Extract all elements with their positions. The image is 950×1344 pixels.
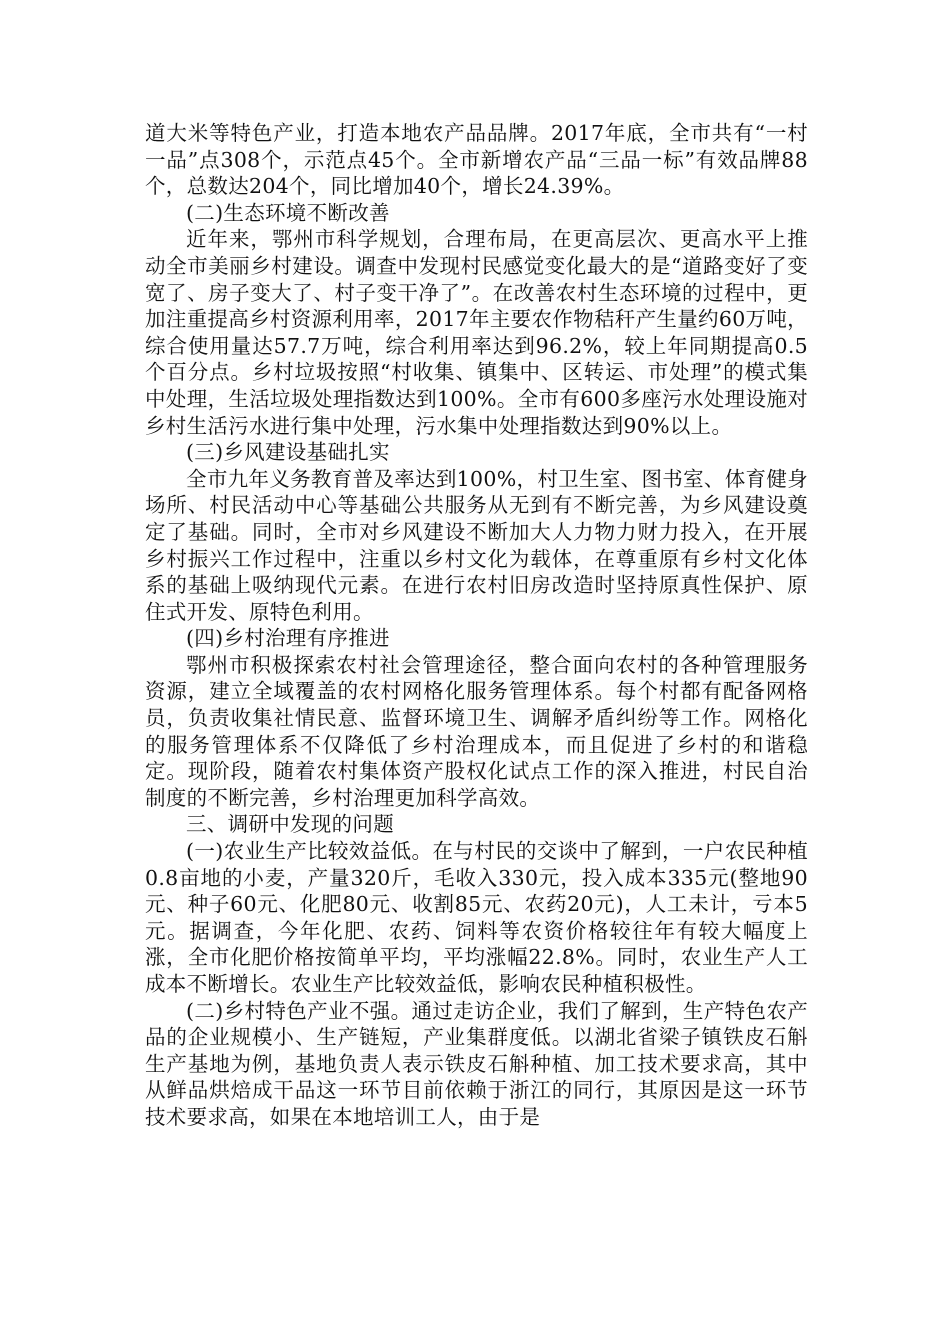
heading-governance: (四)乡村治理有序推进	[186, 626, 390, 651]
paragraph-specialty-industry: (二)乡村特色产业不强。通过走访企业，我们了解到，生产特色农产品的企业规模小、生产链短，产业集群度低。以湖北省梁子镇铁皮石斛生产基地为例，基地负责人表示铁皮石斛种植、加工技术要求高，其中从鲜品烘焙成干品这一环节目前依赖于浙江的同行，其原因是这一环节技术要求高，如果在本地培训工人，由于是	[145, 998, 808, 1129]
paragraph-agri-efficiency: (一)农业生产比较效益低。在与村民的交谈中了解到，一户农民种植0.8亩地的小麦，产量320斤，毛收入330元，投入成本335元(整地90元、种子60元、化肥80元、收割85元、农药20元)，人工未计，亏本5元。据调查，今年化肥、农药、饲料等农资价格较往年有较大幅度上涨，全市化肥价格按简单平均，平均涨幅22.8%。同时，农业生产人工成本不断增长。农业生产比较效益低，影响农民种植积极性。	[145, 839, 808, 996]
heading-ecology: (二)生态环境不断改善	[186, 200, 390, 225]
paragraph-brand-statistics: 道大米等特色产业，打造本地农产品品牌。2017年底，全市共有“一村一品”点308个，示范点45个。全市新增农产品“三品一标”有效品牌88个，总数达204个，同比增加40个，增长24.39%。	[145, 121, 808, 199]
document-page	[145, 120, 808, 1131]
heading-problems: 三、调研中发现的问题	[186, 812, 394, 837]
paragraph-governance: 鄂州市积极探索农村社会管理途径，整合面向农村的各种管理服务资源，建立全域覆盖的农村网格化服务管理体系。每个村都有配备网格员，负责收集社情民意、监督环境卫生、调解矛盾纠纷等工作。网格化的服务管理体系不仅降低了乡村治理成本，而且促进了乡村的和谐稳定。现阶段，随着农村集体资产股权化试点工作的深入推进，村民自治制度的不断完善，乡村治理更加科学高效。	[145, 652, 808, 810]
paragraph-rural-culture: 全市九年义务教育普及率达到100%，村卫生室、图书室、体育健身场所、村民活动中心等基础公共服务从无到有不断完善，为乡风建设奠定了基础。同时，全市对乡风建设不断加大人力物力财力投入，在开展乡村振兴工作过程中，注重以乡村文化为载体，在尊重原有乡村文化体系的基础上吸纳现代元素。在进行农村旧房改造时坚持原真性保护、原住式开发、原特色利用。	[145, 466, 808, 624]
paragraph-ecology: 近年来，鄂州市科学规划，合理布局，在更高层次、更高水平上推动全市美丽乡村建设。调查中发现村民感觉变化最大的是“道路变好了变宽了、房子变大了、村子变干净了”。在改善农村生态环境的过程中，更加注重提高乡村资源利用率，2017年主要农作物秸秆产生量约60万吨，综合使用量达57.7万吨，综合利用率达到96.2%，较上年同期提高0.5个百分点。乡村垃圾按照“村收集、镇集中、区转运、市处理”的模式集中处理，生活垃圾处理指数达到100%。全市有600多座污水处理设施对乡村生活污水进行集中处理，污水集中处理指数达到90%以上。	[145, 227, 808, 438]
heading-rural-culture: (三)乡风建设基础扎实	[186, 440, 390, 465]
